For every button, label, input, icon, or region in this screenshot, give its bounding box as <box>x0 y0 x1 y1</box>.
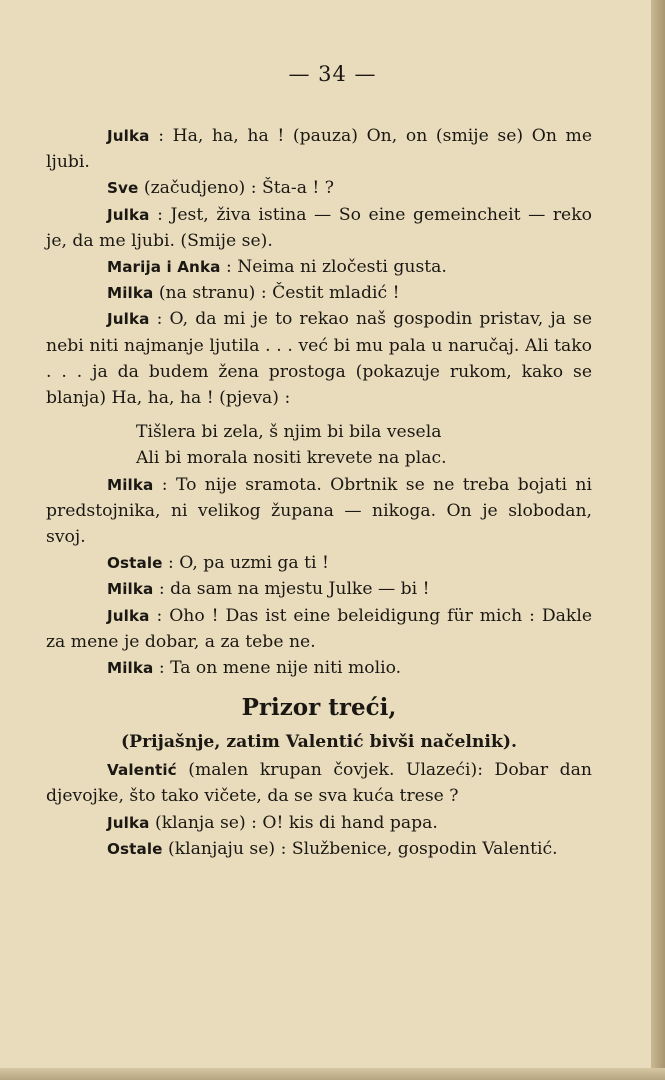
dialogue-text: : O, da mi je to rekao naš gospodin pristav, ja se nebi niti najmanje ljutila . . . već bi mu pala u naručaj. Ali tako . . . ja da budem žena prostoga (pokazuje rukom, kako se blanja) Ha, ha, ha ! (pjeva) : <box>46 309 592 409</box>
dialogue-line <box>46 306 592 411</box>
dialogue-text: (klanja se) : O! kis di hand papa. <box>155 812 438 833</box>
stage-direction: (Prijašnje, zatim Valentić bivši načelnik). <box>121 732 517 753</box>
dialogue-line <box>46 757 592 809</box>
speaker-name: Julka <box>107 310 150 329</box>
dialogue-line <box>46 603 592 655</box>
dialogue-text: (malen krupan čovjek. Ulazeći): Dobar dan djevojke, što tako vičete, da se sva kuća trese ? <box>46 760 592 807</box>
speaker-name: Valentić <box>107 761 177 780</box>
dialogue-text: : Oho ! Das ist eine beleidigung für mich : Dakle za mene je dobar, a za tebe ne. <box>46 605 592 652</box>
speaker-name: Julka <box>107 127 150 145</box>
speaker-name: Ostale <box>107 839 163 858</box>
dialogue-text: : To nije sramota. Obrtnik se ne treba bojati ni predstojnika, ni velikog župana — nikoga. On je slobodan, svoj. <box>46 474 592 548</box>
dialogue-line <box>46 254 592 280</box>
scene-title: Prizor treći, <box>241 694 397 722</box>
dialogue-line <box>46 280 592 306</box>
dialogue-text: : Neima ni zločesti gusta. <box>225 257 447 278</box>
speaker-name: Milka <box>107 284 154 303</box>
dialogue-text: (začudjeno) : Šta-a ! ? <box>143 178 334 199</box>
dialogue-text: : Jest, živa istina — So eine gemeincheit — reko je, da me ljubi. (Smije se). <box>46 204 592 251</box>
song-verse-line: Ali bi morala nositi krevete na plac. <box>136 448 447 469</box>
dialogue-line <box>46 576 592 602</box>
speaker-name: Milka <box>107 580 154 599</box>
speaker-name: Marija i Anka <box>107 258 221 277</box>
dialogue-text: : da sam na mjestu Julke — bi ! <box>158 579 430 600</box>
speaker-name: Milka <box>107 659 154 678</box>
dialogue-line <box>46 655 592 681</box>
dialogue-line <box>46 123 592 175</box>
page-edge-shadow <box>651 0 665 1080</box>
dialogue-text: (na stranu) : Čestit mladić ! <box>158 283 400 304</box>
song-verse-line: Tišlera bi zela, š njim bi bila vesela <box>136 422 442 443</box>
dialogue-line <box>46 472 592 551</box>
speaker-name: Ostale <box>107 554 163 573</box>
dialogue-line <box>46 810 592 836</box>
dialogue-line <box>46 175 592 201</box>
page-number: — 34 — <box>288 62 377 86</box>
speaker-name: Julka <box>107 205 150 224</box>
speaker-name: Julka <box>107 813 150 832</box>
speaker-name: Sve <box>107 179 139 198</box>
dialogue-line <box>46 550 592 576</box>
speaker-name: Milka <box>107 475 154 494</box>
play-text <box>46 123 592 862</box>
page-bottom-edge <box>0 1068 665 1080</box>
dialogue-line <box>46 836 592 862</box>
dialogue-text: (klanjaju se) : Službenice, gospodin Valentić. <box>168 838 558 859</box>
dialogue-text: : O, pa uzmi ga ti ! <box>168 553 329 574</box>
dialogue-line <box>46 202 592 254</box>
speaker-name: Julka <box>107 606 150 625</box>
dialogue-text: : Ta on mene nije niti molio. <box>158 658 402 679</box>
dialogue-text: : Ha, ha, ha ! (pauza) On, on (smije se) On me ljubi. <box>46 126 593 173</box>
